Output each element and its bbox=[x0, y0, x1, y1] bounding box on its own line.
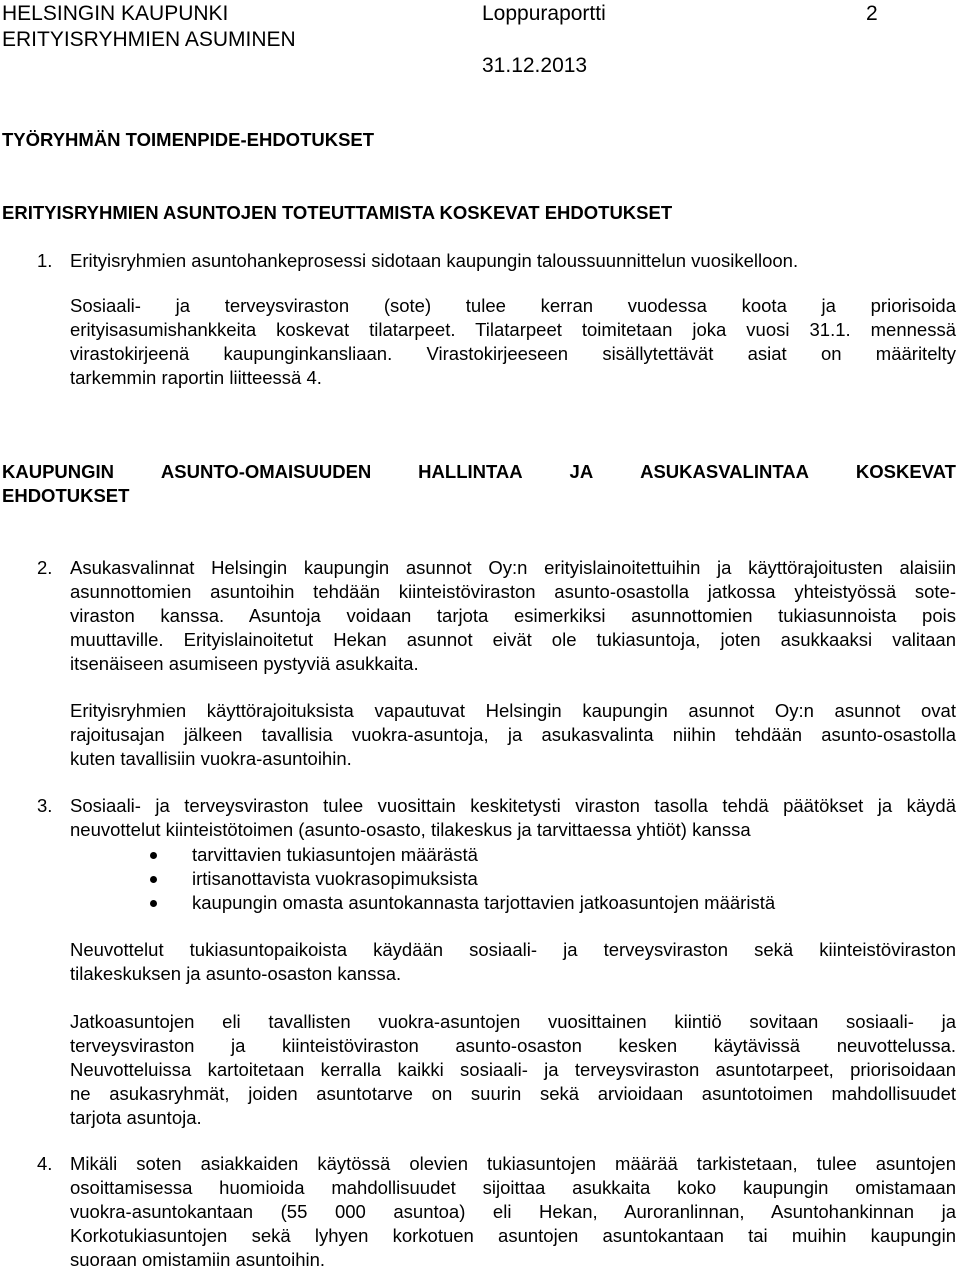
bullet-icon bbox=[150, 852, 157, 859]
item1-para-line-1: Sosiaali- ja terveysviraston (sote) tulee kerran vuodessa koota ja priorisoida bbox=[70, 295, 956, 316]
list-item bbox=[150, 867, 775, 891]
item2-para2-line-1: Erityisryhmien käyttörajoituksista vapautuvat Helsingin kaupungin asunnot Oy:n asunnot ovat bbox=[70, 700, 956, 721]
item3-para3-line-1: Jatkoasuntojen eli tavallisten vuokra-asuntojen vuosittainen kiintiö sovitaan sosiaali- ja bbox=[70, 1011, 956, 1032]
item1-para-line-4: tarkemmin raportin liitteessä 4. bbox=[70, 367, 322, 388]
item3-bullet-list bbox=[150, 843, 775, 915]
item4-line-3: vuokra-asuntokantaan (55 000 asuntoa) eli Hekan, Auroranlinnan, Asuntohankinnan ja bbox=[70, 1201, 956, 1222]
item4-line-5: suoraan omistamiin asuntoihin. bbox=[70, 1249, 326, 1270]
item3-para2-line-1: Neuvottelut tukiasuntopaikoista käydään sosiaali- ja terveysviraston sekä kiinteistöviraston bbox=[70, 939, 956, 960]
bullet-text: tarvittavien tukiasuntojen määrästä bbox=[192, 844, 478, 865]
section2-heading-line2: EHDOTUKSET bbox=[2, 485, 130, 506]
item4-number: 4. bbox=[37, 1153, 53, 1174]
section1-heading: ERITYISRYHMIEN ASUNTOJEN TOTEUTTAMISTA KOSKEVAT EHDOTUKSET bbox=[2, 202, 673, 223]
item3-line-1: Sosiaali- ja terveysviraston tulee vuosittain keskitetysti viraston tasolla tehdä päätökset ja käydä bbox=[70, 795, 956, 816]
item3-para3-line-3: Neuvotteluissa kartoitetaan kerralla kaikki sosiaali- ja terveysviraston asuntotarpeet, priorisoidaan bbox=[70, 1059, 956, 1080]
list-item bbox=[150, 843, 775, 867]
item4-line-4: Korkotukiasuntojen sekä lyhyen korkotuen asuntojen asuntokantaan tai muihin kaupungin bbox=[70, 1225, 956, 1246]
item2-para2-line-2: rajoitusajan jälkeen tavallisia vuokra-asuntoja, ja asukasvalinta niihin tehdään asunto-osastolla bbox=[70, 724, 956, 745]
section2-heading-word-6: KOSKEVAT bbox=[855, 461, 956, 482]
item3-para2-line-2: tilakeskuksen ja asunto-osaston kanssa. bbox=[70, 963, 402, 984]
item3-para3-line-2: terveysviraston ja kiinteistöviraston asunto-osaston kesken käytävissä neuvottelussa. bbox=[70, 1035, 956, 1056]
header-subtitle: ERITYISRYHMIEN ASUMINEN bbox=[2, 28, 296, 51]
item2-line-1: Asukasvalinnat Helsingin kaupungin asunnot Oy:n erityislainoitettuihin ja käyttörajoitusten alaisiin bbox=[70, 557, 956, 578]
item1-line-1: Erityisryhmien asuntohankeprosessi sidotaan kaupungin taloussuunnittelun vuosikelloon. bbox=[70, 250, 799, 271]
header-report-title: Loppuraportti bbox=[482, 2, 606, 25]
item2-number: 2. bbox=[37, 557, 53, 578]
item1-para-line-3: virastokirjeenä kaupunginkansliaan. Virastokirjeeseen sisällytettävät asiat on määritelty bbox=[70, 343, 956, 364]
section2-heading-line1 bbox=[2, 461, 956, 483]
item3-para3-line-4: ne asukasryhmät, joiden asuntotarve on suurin sekä arvioidaan asuntotoimen mahdollisuudet bbox=[70, 1083, 956, 1104]
item4-text bbox=[70, 1152, 956, 1268]
bullet-text: irtisanottavista vuokrasopimuksista bbox=[192, 868, 478, 889]
item2-line-3: viraston kanssa. Asuntoja voidaan tarjota esimerkiksi asunnottomien tukiasunnoista pois bbox=[70, 605, 956, 626]
item2-text bbox=[70, 556, 956, 676]
section2-heading-word-2: ASUNTO-OMAISUUDEN bbox=[160, 461, 372, 482]
item2-line-4: muuttaville. Erityislainoitetut Hekan asunnot eivät ole tukiasuntoja, joten asukkaaksi valitaan bbox=[70, 629, 956, 650]
section2-heading-word-5: ASUKASVALINTAA bbox=[640, 461, 809, 482]
item1-para-line-2: erityisasumishankkeita koskevat tilatarpeet. Tilatarpeet toimitetaan joka vuosi 31.1. mennessä bbox=[70, 319, 956, 340]
item3-number: 3. bbox=[37, 795, 53, 816]
section2-heading-word-4: JA bbox=[569, 461, 594, 482]
item3-para3-line-5: tarjota asuntoja. bbox=[70, 1107, 202, 1128]
item3-text bbox=[70, 794, 956, 842]
item1-text bbox=[70, 249, 956, 273]
item1-number: 1. bbox=[37, 250, 53, 271]
item2-para2-line-3: kuten tavallisiin vuokra-asuntoihin. bbox=[70, 748, 352, 769]
section2-heading-word-1: KAUPUNGIN bbox=[2, 461, 115, 482]
item1-paragraph bbox=[70, 294, 956, 390]
list-item bbox=[150, 891, 775, 915]
header-page-number: 2 bbox=[866, 2, 878, 25]
section2-heading-word-3: HALLINTAA bbox=[418, 461, 523, 482]
item2-line-5: itsenäiseen asumiseen pystyviä asukkaita. bbox=[70, 653, 419, 674]
item3-paragraph-3 bbox=[70, 1010, 956, 1130]
item4-line-2: osoittamisessa huomioida mahdollisuudet sijoittaa asukkaita koko kaupungin omistamaan bbox=[70, 1177, 956, 1198]
item3-line-2: neuvottelut kiinteistötoimen (asunto-osasto, tilakeskus ja tarvittaessa yhtiöt) kanssa bbox=[70, 819, 751, 840]
item3-paragraph-2 bbox=[70, 938, 956, 986]
bullet-icon bbox=[150, 900, 157, 907]
bullet-icon bbox=[150, 876, 157, 883]
item4-line-1: Mikäli soten asiakkaiden käytössä olevien tukiasuntojen määrää tarkistetaan, tulee asuntojen bbox=[70, 1153, 956, 1174]
item2-paragraph-2 bbox=[70, 699, 956, 771]
bullet-text: kaupungin omasta asuntokannasta tarjottavien jatkoasuntojen määristä bbox=[192, 892, 776, 913]
header-org: HELSINGIN KAUPUNKI bbox=[2, 2, 229, 25]
item2-line-2: asunnottomien asuntoihin tehdään kiinteistöviraston asunto-osastolla jatkossa yhteistyössä sote- bbox=[70, 581, 956, 602]
header-date: 31.12.2013 bbox=[482, 54, 588, 77]
main-heading: TYÖRYHMÄN TOIMENPIDE-EHDOTUKSET bbox=[2, 129, 375, 150]
